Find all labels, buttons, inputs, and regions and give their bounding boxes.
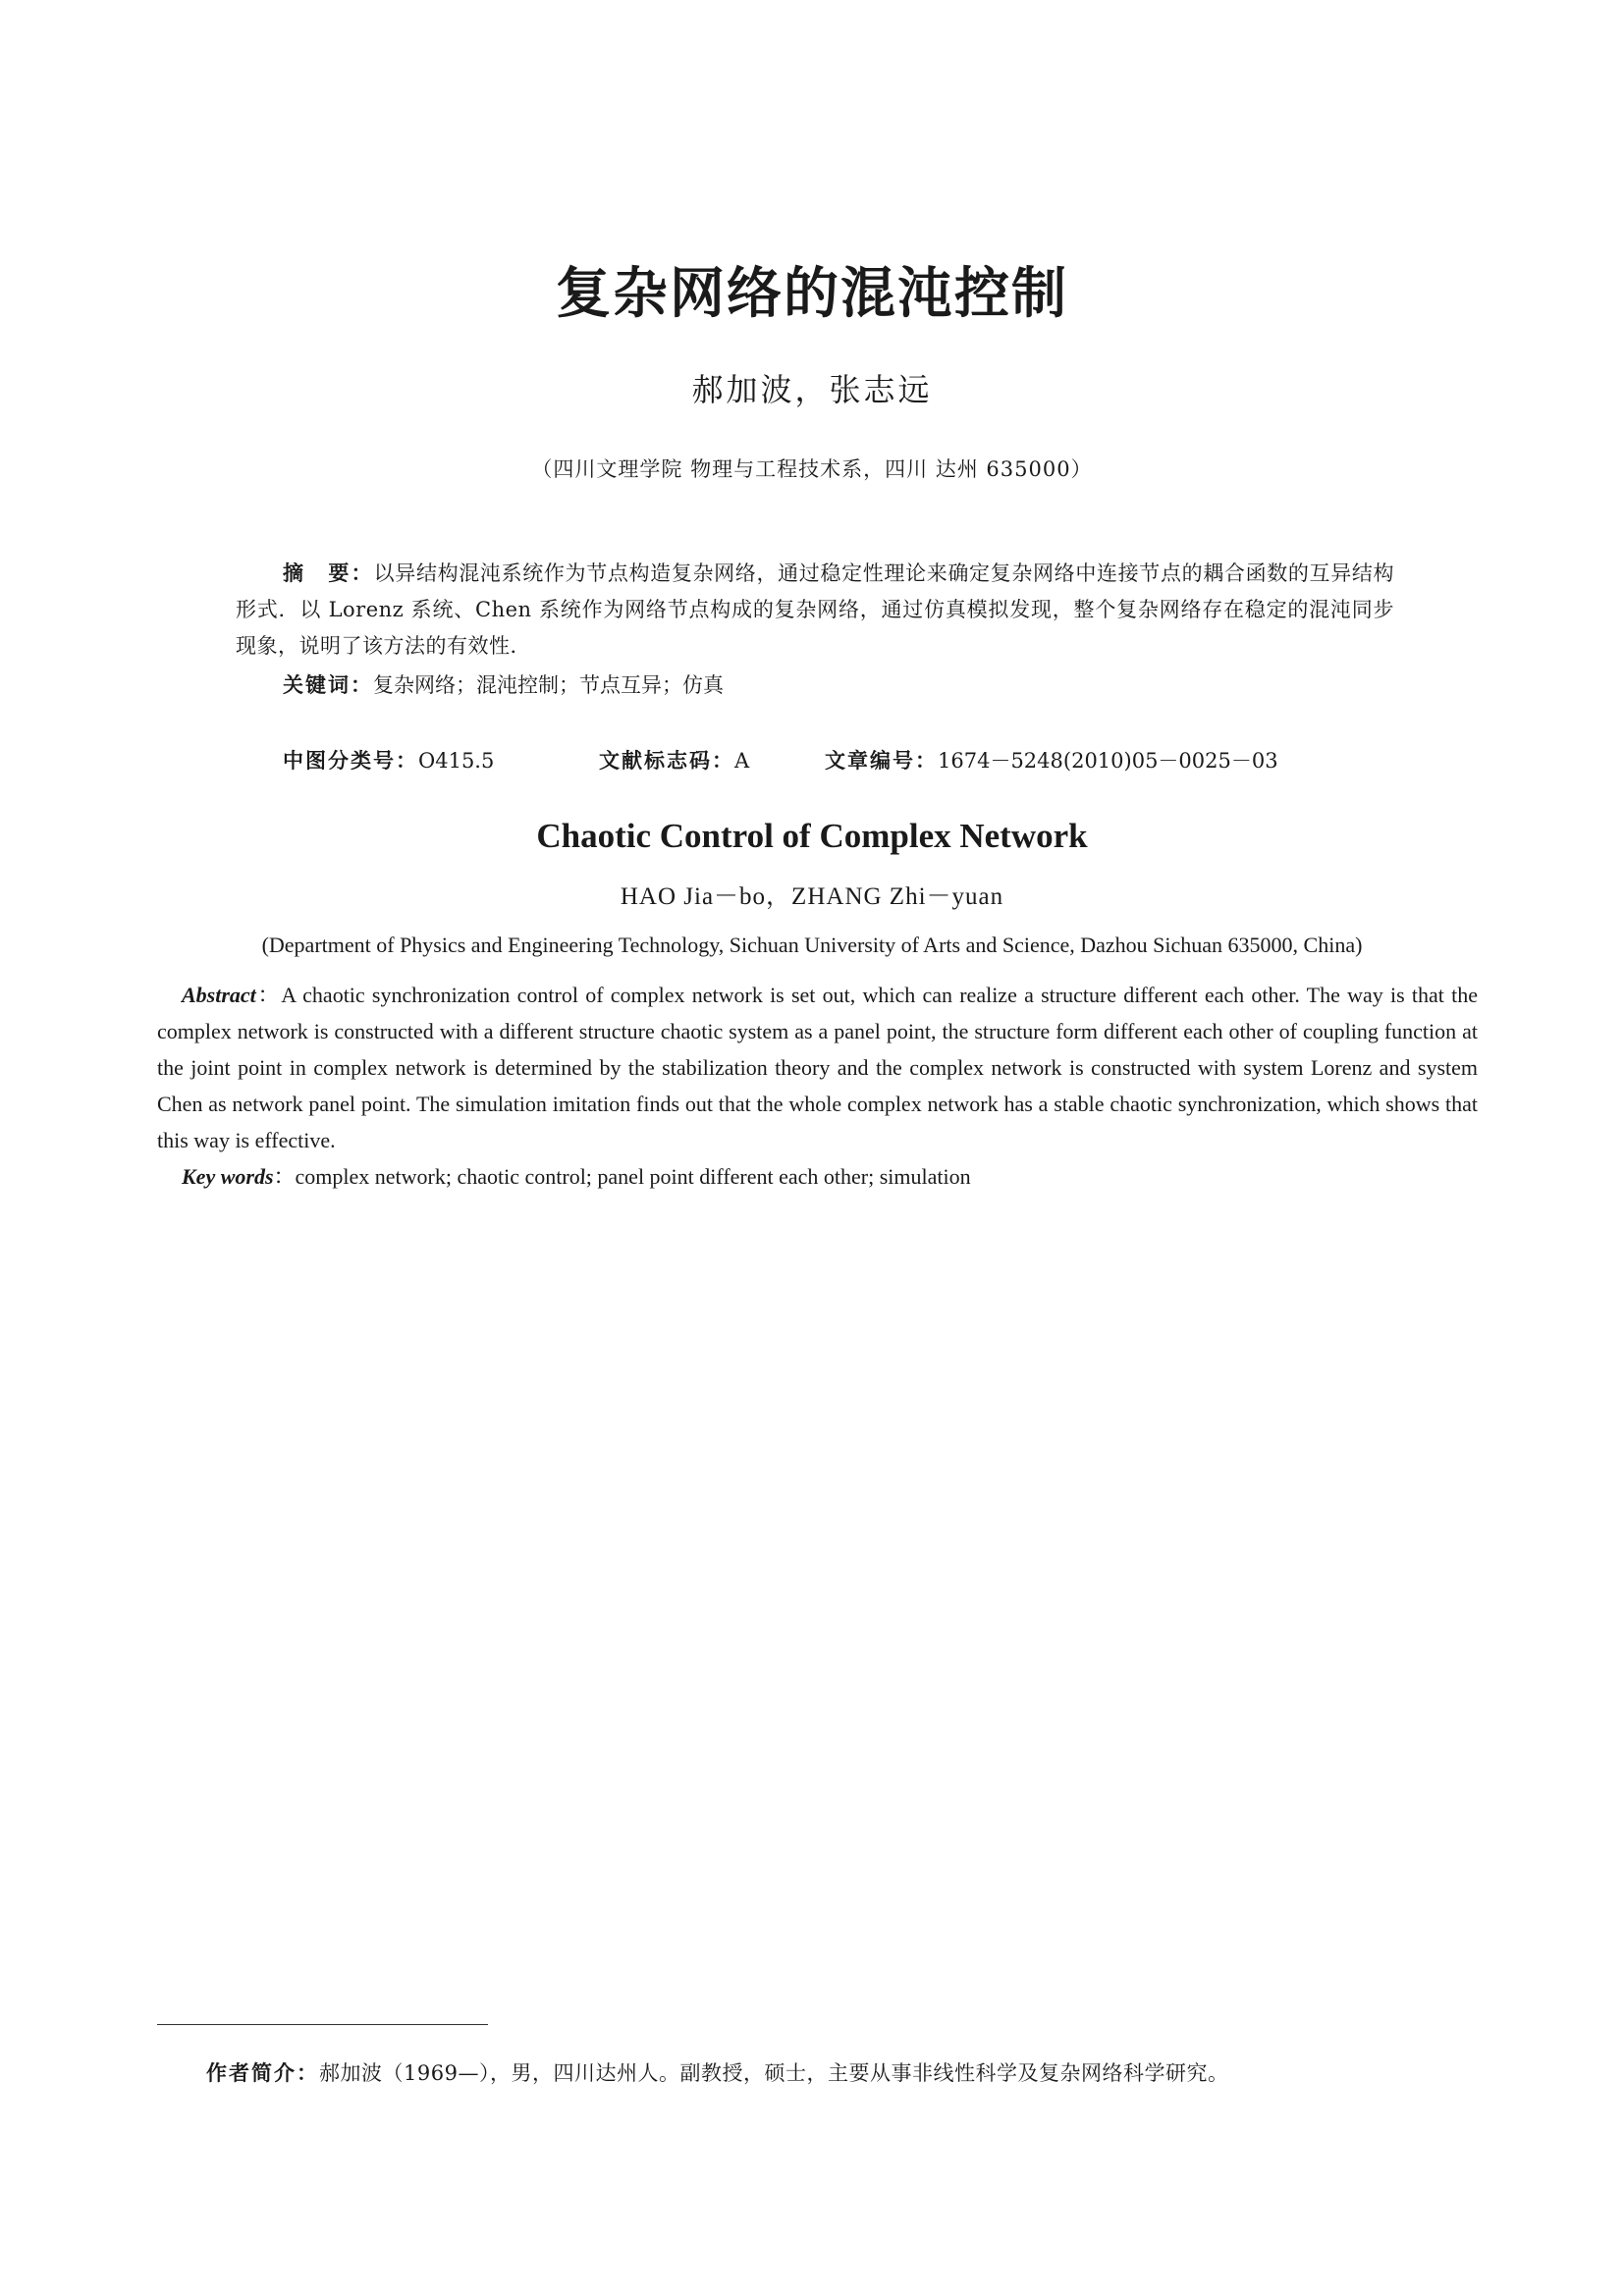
author-footnote <box>206 2058 1228 2088</box>
en-affiliation: (Department of Physics and Engineering Technology, Sichuan University of Arts and Science, Dazhou Sichuan 635000, China) <box>261 933 1363 957</box>
doc-code-label: 文献标志码： <box>599 749 734 773</box>
cn-keywords <box>283 667 1392 704</box>
footnote-label: 作者简介： <box>206 2061 319 2085</box>
cn-keywords-label: 关键词： <box>283 673 373 697</box>
cn-paper-title: 复杂网络的混沌控制 <box>556 261 1068 326</box>
article-no-value: 1674－5248(2010)05－0025－03 <box>938 749 1278 773</box>
cn-abstract-text: 以异结构混沌系统作为节点构造复杂网络，通过稳定性理论来确定复杂网络中连接节点的耦合函数的互异结构形式．以 Lorenz 系统、Chen 系统作为网络节点构成的复杂网络，通过仿真模拟发现，整个复杂网络存在稳定的混沌同步现象，说明了该方法的有效性． <box>236 561 1395 658</box>
footnote-divider <box>157 2024 488 2025</box>
article-number <box>825 746 1278 775</box>
en-authors: HAO Jia－bo，ZHANG Zhi－yuan <box>620 883 1004 910</box>
cn-abstract-label: 摘 要： <box>283 561 374 585</box>
en-keywords-text: complex network; chaotic control; panel point different each other; simulation <box>295 1164 971 1189</box>
article-no-label: 文章编号： <box>825 749 938 773</box>
en-keywords <box>182 1158 1478 1195</box>
cn-authors: 郝加波，张志远 <box>691 371 933 408</box>
clc-label: 中图分类号： <box>283 749 418 773</box>
document-code <box>599 746 749 775</box>
en-abstract-label: Abstract <box>182 983 256 1007</box>
cn-affiliation: （四川文理学院 物理与工程技术系，四川 达州 635000） <box>531 457 1093 481</box>
doc-code-value: A <box>734 749 750 773</box>
en-abstract-sep: ： <box>255 983 282 1007</box>
clc-number <box>283 746 494 775</box>
en-keywords-label: Key words <box>182 1164 274 1189</box>
en-abstract-text: A chaotic synchronization control of complex network is set out, which can realize a structure different each other. The way is that the complex network is constructed with a different structure chaotic system as a panel point, the structure form different each other of coupling function at the joint point in complex network is determined by the stabilization theory and the complex network is constructed with system Lorenz and system Chen as network panel point. The simulation imitation finds out that the whole complex network has a stable chaotic synchronization, which shows that this way is effective. <box>157 983 1478 1152</box>
cn-keywords-text: 复杂网络；混沌控制；节点互异；仿真 <box>373 673 724 697</box>
en-abstract <box>157 977 1478 1158</box>
cn-abstract <box>236 556 1394 665</box>
footnote-text: 郝加波（1969—），男，四川达州人。副教授，硕士，主要从事非线性科学及复杂网络科学研究。 <box>319 2061 1229 2085</box>
clc-value: O415.5 <box>418 749 495 773</box>
en-paper-title: Chaotic Control of Complex Network <box>536 817 1088 855</box>
en-keywords-sep: ： <box>273 1164 296 1189</box>
